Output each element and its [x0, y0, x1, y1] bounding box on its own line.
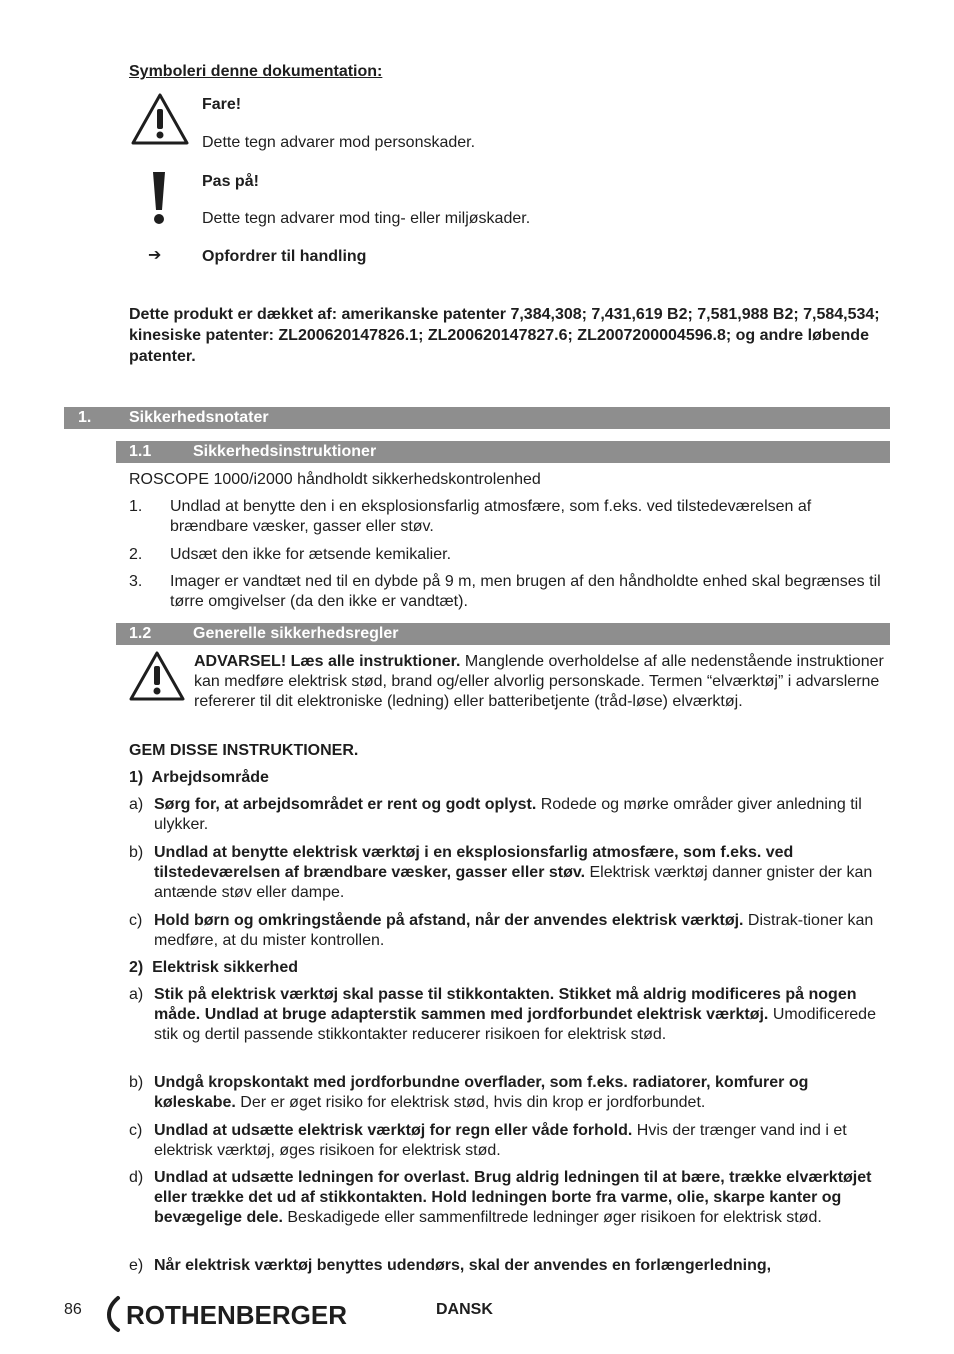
- rule-item: Undlad at benytte elektrisk værktøj i en eksplosionsfarlig atmosfære, som f.eks. ved tilstedeværelsen af brændbare væsker, gasser eller støv. Elektrisk værktøj danner gnister der kan antænde støv eller dampe.: [154, 844, 873, 901]
- warning-text: Manglende overholdelse af alle nedenstående instruktioner kan medføre elektrisk stød, brand og/eller alvorlig personskade. Termen “elværktøj” i advarslerne refererer til dit elektroniske (ledning) eller batteribetjente (tråd-løse) elværktøj.: [194, 653, 884, 710]
- section-number: 1.2: [129, 625, 152, 642]
- rule-item: Stik på elektrisk værktøj skal passe til stikkontakten. Stikket må aldrig modificeres på nogen måde. Undlad at bruge adapterstik sammen med jordforbundet elektrisk værktøj. Umodificerede stik og dertil passende stikkontakter reducerer risikoen for elektrisk stød.: [154, 986, 876, 1043]
- list-item-number: 1.: [129, 498, 143, 515]
- exclamation-icon: [147, 170, 171, 226]
- danger-text: Dette tegn advarer mod personskader.: [202, 134, 476, 151]
- subheading-electrical-safety: 2) Elektrisk sikkerhed: [129, 959, 298, 976]
- item-label: c): [129, 1122, 143, 1139]
- rule-item: Når elektrisk værktøj benyttes udendørs, skal der anvendes en forlængerledning,: [154, 1257, 772, 1274]
- list-item-number: 3.: [129, 573, 143, 590]
- list-item-number: 2.: [129, 546, 143, 563]
- caution-title: Pas på!: [202, 173, 259, 190]
- rule-item: Undlad at udsætte ledningen for overlast. Brug aldrig ledningen til at bære, trække elværktøjet eller trække det ud af stikkontakten. Hold ledningen borte fra varme, olie, skarpe kanter og bevægelige dele. Beskadigede eller sammenfiltrede ledninger øger risikoen for elektrisk stød.: [154, 1169, 872, 1226]
- rule-item: Undlad at udsætte elektrisk værktøj for regn eller våde forhold. Hvis der trænger vand ind i et elektrisk værktøj, øges risikoen for elektrisk stød.: [154, 1122, 847, 1159]
- item-label: c): [129, 912, 143, 929]
- caution-text: Dette tegn advarer mod ting- eller miljøskader.: [202, 210, 531, 227]
- section-1-1-header: [116, 441, 890, 463]
- rule-item: Undgå kropskontakt med jordforbundne overflader, som f.eks. radiatorer, komfurer og køleskabe. Der er øget risiko for elektrisk stød, hvis din krop er jordforbundet.: [154, 1074, 809, 1111]
- svg-text:ROTHENBERGER: ROTHENBERGER: [126, 1300, 348, 1330]
- device-intro: ROSCOPE 1000/i2000 håndholdt sikkerhedskontrolenhed: [129, 471, 541, 488]
- item-label: b): [129, 1074, 144, 1091]
- page-number: 86: [64, 1301, 82, 1318]
- section-1-header: [64, 407, 890, 429]
- patent-notice: Dette produkt er dækket af: amerikanske patenter 7,384,308; 7,431,619 B2; 7,581,988 B2; 7,584,534; kinesiske patenter: ZL200620147826.1; ZL200620147827.6; ZL2007200004596.8; og andre løbende patenter.: [129, 306, 880, 365]
- item-label: a): [129, 796, 144, 813]
- list-item-text: Imager er vandtæt ned til en dybde på 9 m, men brugen af den håndholdte enhed skal begrænses til tørre omgivelser (da den ikke er vandtæt).: [170, 573, 881, 610]
- warning-triangle-icon: [128, 650, 186, 702]
- list-item-text: Undlad at benytte den i en eksplosionsfarlig atmosfære, som f.eks. ved tilstedeværelsen af brændbare væsker, gasser eller støv.: [170, 498, 812, 535]
- symbols-heading: Symboleri denne dokumentation:: [129, 63, 383, 80]
- list-item-text: Udsæt den ikke for ætsende kemikalier.: [170, 546, 452, 563]
- section-title: Sikkerhedsinstruktioner: [193, 443, 377, 460]
- section-title: Generelle sikkerhedsregler: [193, 625, 399, 642]
- section-1-2-header: [116, 623, 890, 645]
- item-label: b): [129, 844, 144, 861]
- section-number: 1.: [78, 409, 92, 426]
- warning-triangle-icon: [130, 92, 190, 146]
- item-label: a): [129, 986, 144, 1003]
- section-title: Sikkerhedsnotater: [129, 409, 269, 426]
- language-label: DANSK: [436, 1301, 493, 1318]
- danger-title: Fare!: [202, 96, 242, 113]
- general-warning: [194, 652, 888, 712]
- action-text: Opfordrer til handling: [202, 248, 367, 265]
- section-number: 1.1: [129, 443, 152, 460]
- subheading-work-area: 1) Arbejdsområde: [129, 769, 269, 786]
- rule-item: Hold børn og omkringstående på afstand, når der anvendes elektrisk værktøj. Distrak-tioner kan medføre, at du mister kontrollen.: [154, 912, 874, 949]
- rothenberger-logo: [104, 1294, 354, 1334]
- warning-bold: ADVARSEL! Læs alle instruktioner.: [194, 653, 461, 670]
- item-label: e): [129, 1257, 144, 1274]
- rule-item: Sørg for, at arbejdsområdet er rent og godt oplyst. Rodede og mørke områder giver anledning til ulykker.: [154, 796, 862, 833]
- arrow-right-icon: ➔: [148, 247, 162, 264]
- save-instructions: GEM DISSE INSTRUKTIONER.: [129, 742, 359, 759]
- item-label: d): [129, 1169, 144, 1186]
